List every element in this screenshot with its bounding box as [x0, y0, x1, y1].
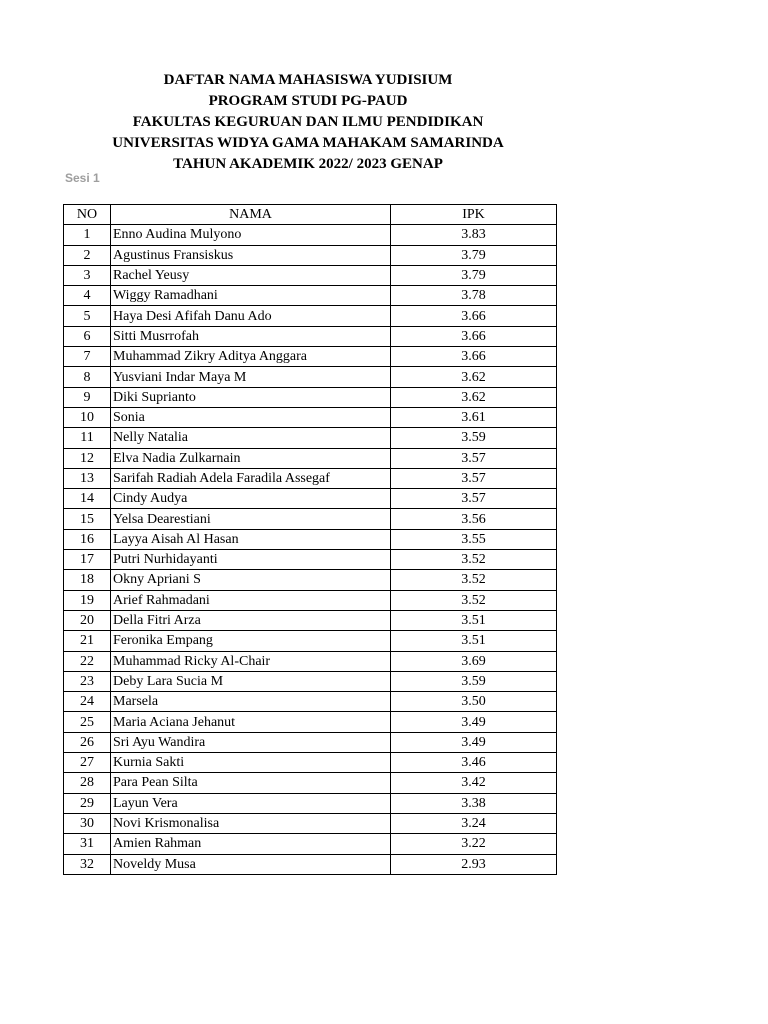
cell-ipk: 3.66 — [391, 326, 557, 346]
cell-no: 4 — [64, 286, 111, 306]
cell-ipk: 3.52 — [391, 570, 557, 590]
cell-ipk: 3.55 — [391, 529, 557, 549]
header-faculty: FAKULTAS KEGURUAN DAN ILMU PENDIDIKAN — [132, 114, 484, 130]
cell-ipk: 3.51 — [391, 610, 557, 630]
table-row — [64, 468, 557, 488]
table-row — [64, 813, 557, 833]
cell-ipk: 3.61 — [391, 407, 557, 427]
table-header-row — [64, 205, 557, 225]
cell-no: 32 — [64, 854, 111, 874]
cell-ipk: 3.59 — [391, 671, 557, 691]
table-row — [64, 651, 557, 671]
cell-no: 2 — [64, 245, 111, 265]
table-row — [64, 286, 557, 306]
cell-ipk: 3.66 — [391, 347, 557, 367]
cell-no: 17 — [64, 550, 111, 570]
table-row — [64, 245, 557, 265]
cell-no: 12 — [64, 448, 111, 468]
cell-ipk: 3.52 — [391, 550, 557, 570]
cell-no: 21 — [64, 631, 111, 651]
cell-name: Rachel Yeusy — [111, 265, 391, 285]
table-row — [64, 590, 557, 610]
table-row — [64, 854, 557, 874]
cell-no: 22 — [64, 651, 111, 671]
table-row — [64, 753, 557, 773]
cell-name: Nelly Natalia — [111, 428, 391, 448]
cell-name: Sarifah Radiah Adela Faradila Assegaf — [111, 468, 391, 488]
cell-no: 7 — [64, 347, 111, 367]
table-row — [64, 265, 557, 285]
cell-ipk: 3.49 — [391, 732, 557, 752]
cell-ipk: 3.66 — [391, 306, 557, 326]
column-header-ipk: IPK — [391, 205, 557, 225]
cell-ipk: 3.79 — [391, 245, 557, 265]
cell-ipk: 3.49 — [391, 712, 557, 732]
cell-name: Kurnia Sakti — [111, 753, 391, 773]
table-row — [64, 387, 557, 407]
cell-ipk: 3.57 — [391, 448, 557, 468]
cell-name: Wiggy Ramadhani — [111, 286, 391, 306]
table-row — [64, 509, 557, 529]
cell-name: Cindy Audya — [111, 489, 391, 509]
cell-no: 31 — [64, 834, 111, 854]
cell-name: Deby Lara Sucia M — [111, 671, 391, 691]
cell-no: 27 — [64, 753, 111, 773]
cell-name: Haya Desi Afifah Danu Ado — [111, 306, 391, 326]
cell-ipk: 3.62 — [391, 387, 557, 407]
table-row — [64, 367, 557, 387]
table-row — [64, 407, 557, 427]
table-row — [64, 732, 557, 752]
table-row — [64, 712, 557, 732]
table-body — [64, 225, 557, 875]
cell-name: Elva Nadia Zulkarnain — [111, 448, 391, 468]
cell-ipk: 3.24 — [391, 813, 557, 833]
cell-name: Novi Krismonalisa — [111, 813, 391, 833]
cell-ipk: 2.93 — [391, 854, 557, 874]
column-header-name: NAMA — [111, 205, 391, 225]
cell-ipk: 3.50 — [391, 692, 557, 712]
cell-no: 16 — [64, 529, 111, 549]
cell-no: 5 — [64, 306, 111, 326]
table-row — [64, 225, 557, 245]
cell-name: Arief Rahmadani — [111, 590, 391, 610]
cell-name: Yusviani Indar Maya M — [111, 367, 391, 387]
cell-no: 30 — [64, 813, 111, 833]
cell-name: Putri Nurhidayanti — [111, 550, 391, 570]
cell-no: 26 — [64, 732, 111, 752]
cell-no: 28 — [64, 773, 111, 793]
header-title: DAFTAR NAMA MAHASISWA YUDISIUM — [163, 72, 453, 88]
cell-no: 20 — [64, 610, 111, 630]
session-label: Sesi 1 — [65, 171, 100, 185]
cell-no: 13 — [64, 468, 111, 488]
cell-no: 19 — [64, 590, 111, 610]
cell-ipk: 3.22 — [391, 834, 557, 854]
cell-name: Muhammad Ricky Al-Chair — [111, 651, 391, 671]
table-row — [64, 773, 557, 793]
cell-ipk: 3.78 — [391, 286, 557, 306]
cell-ipk: 3.62 — [391, 367, 557, 387]
cell-no: 9 — [64, 387, 111, 407]
cell-name: Della Fitri Arza — [111, 610, 391, 630]
document-header — [0, 70, 616, 175]
table-row — [64, 448, 557, 468]
cell-name: Noveldy Musa — [111, 854, 391, 874]
cell-no: 14 — [64, 489, 111, 509]
cell-name: Sonia — [111, 407, 391, 427]
table-row — [64, 428, 557, 448]
cell-name: Sri Ayu Wandira — [111, 732, 391, 752]
cell-name: Muhammad Zikry Aditya Anggara — [111, 347, 391, 367]
cell-ipk: 3.79 — [391, 265, 557, 285]
cell-name: Maria Aciana Jehanut — [111, 712, 391, 732]
column-header-no: NO — [64, 205, 111, 225]
table-row — [64, 692, 557, 712]
cell-ipk: 3.59 — [391, 428, 557, 448]
cell-name: Okny Apriani S — [111, 570, 391, 590]
cell-ipk: 3.52 — [391, 590, 557, 610]
cell-no: 1 — [64, 225, 111, 245]
table-row — [64, 793, 557, 813]
cell-name: Marsela — [111, 692, 391, 712]
table-row — [64, 489, 557, 509]
cell-name: Agustinus Fransiskus — [111, 245, 391, 265]
cell-ipk: 3.83 — [391, 225, 557, 245]
cell-name: Yelsa Dearestiani — [111, 509, 391, 529]
cell-name: Layya Aisah Al Hasan — [111, 529, 391, 549]
cell-name: Diki Suprianto — [111, 387, 391, 407]
cell-name: Sitti Musrrofah — [111, 326, 391, 346]
table-row — [64, 671, 557, 691]
table-row — [64, 570, 557, 590]
table-row — [64, 834, 557, 854]
cell-no: 6 — [64, 326, 111, 346]
table-row — [64, 347, 557, 367]
cell-no: 29 — [64, 793, 111, 813]
header-program: PROGRAM STUDI PG-PAUD — [208, 93, 408, 109]
cell-no: 24 — [64, 692, 111, 712]
cell-name: Amien Rahman — [111, 834, 391, 854]
cell-ipk: 3.46 — [391, 753, 557, 773]
cell-no: 18 — [64, 570, 111, 590]
cell-no: 8 — [64, 367, 111, 387]
cell-no: 25 — [64, 712, 111, 732]
cell-ipk: 3.57 — [391, 489, 557, 509]
cell-name: Para Pean Silta — [111, 773, 391, 793]
table-row — [64, 550, 557, 570]
cell-name: Enno Audina Mulyono — [111, 225, 391, 245]
cell-ipk: 3.57 — [391, 468, 557, 488]
table-row — [64, 306, 557, 326]
cell-no: 11 — [64, 428, 111, 448]
header-university: UNIVERSITAS WIDYA GAMA MAHAKAM SAMARINDA — [112, 135, 504, 151]
table-row — [64, 610, 557, 630]
cell-no: 3 — [64, 265, 111, 285]
table-row — [64, 326, 557, 346]
cell-no: 23 — [64, 671, 111, 691]
cell-name: Layun Vera — [111, 793, 391, 813]
table-row — [64, 529, 557, 549]
cell-ipk: 3.69 — [391, 651, 557, 671]
cell-ipk: 3.51 — [391, 631, 557, 651]
header-academic-year: TAHUN AKADEMIK 2022/ 2023 GENAP — [173, 156, 443, 172]
student-table — [63, 204, 557, 875]
cell-no: 15 — [64, 509, 111, 529]
cell-no: 10 — [64, 407, 111, 427]
cell-ipk: 3.42 — [391, 773, 557, 793]
cell-ipk: 3.56 — [391, 509, 557, 529]
cell-name: Feronika Empang — [111, 631, 391, 651]
table-row — [64, 631, 557, 651]
cell-ipk: 3.38 — [391, 793, 557, 813]
